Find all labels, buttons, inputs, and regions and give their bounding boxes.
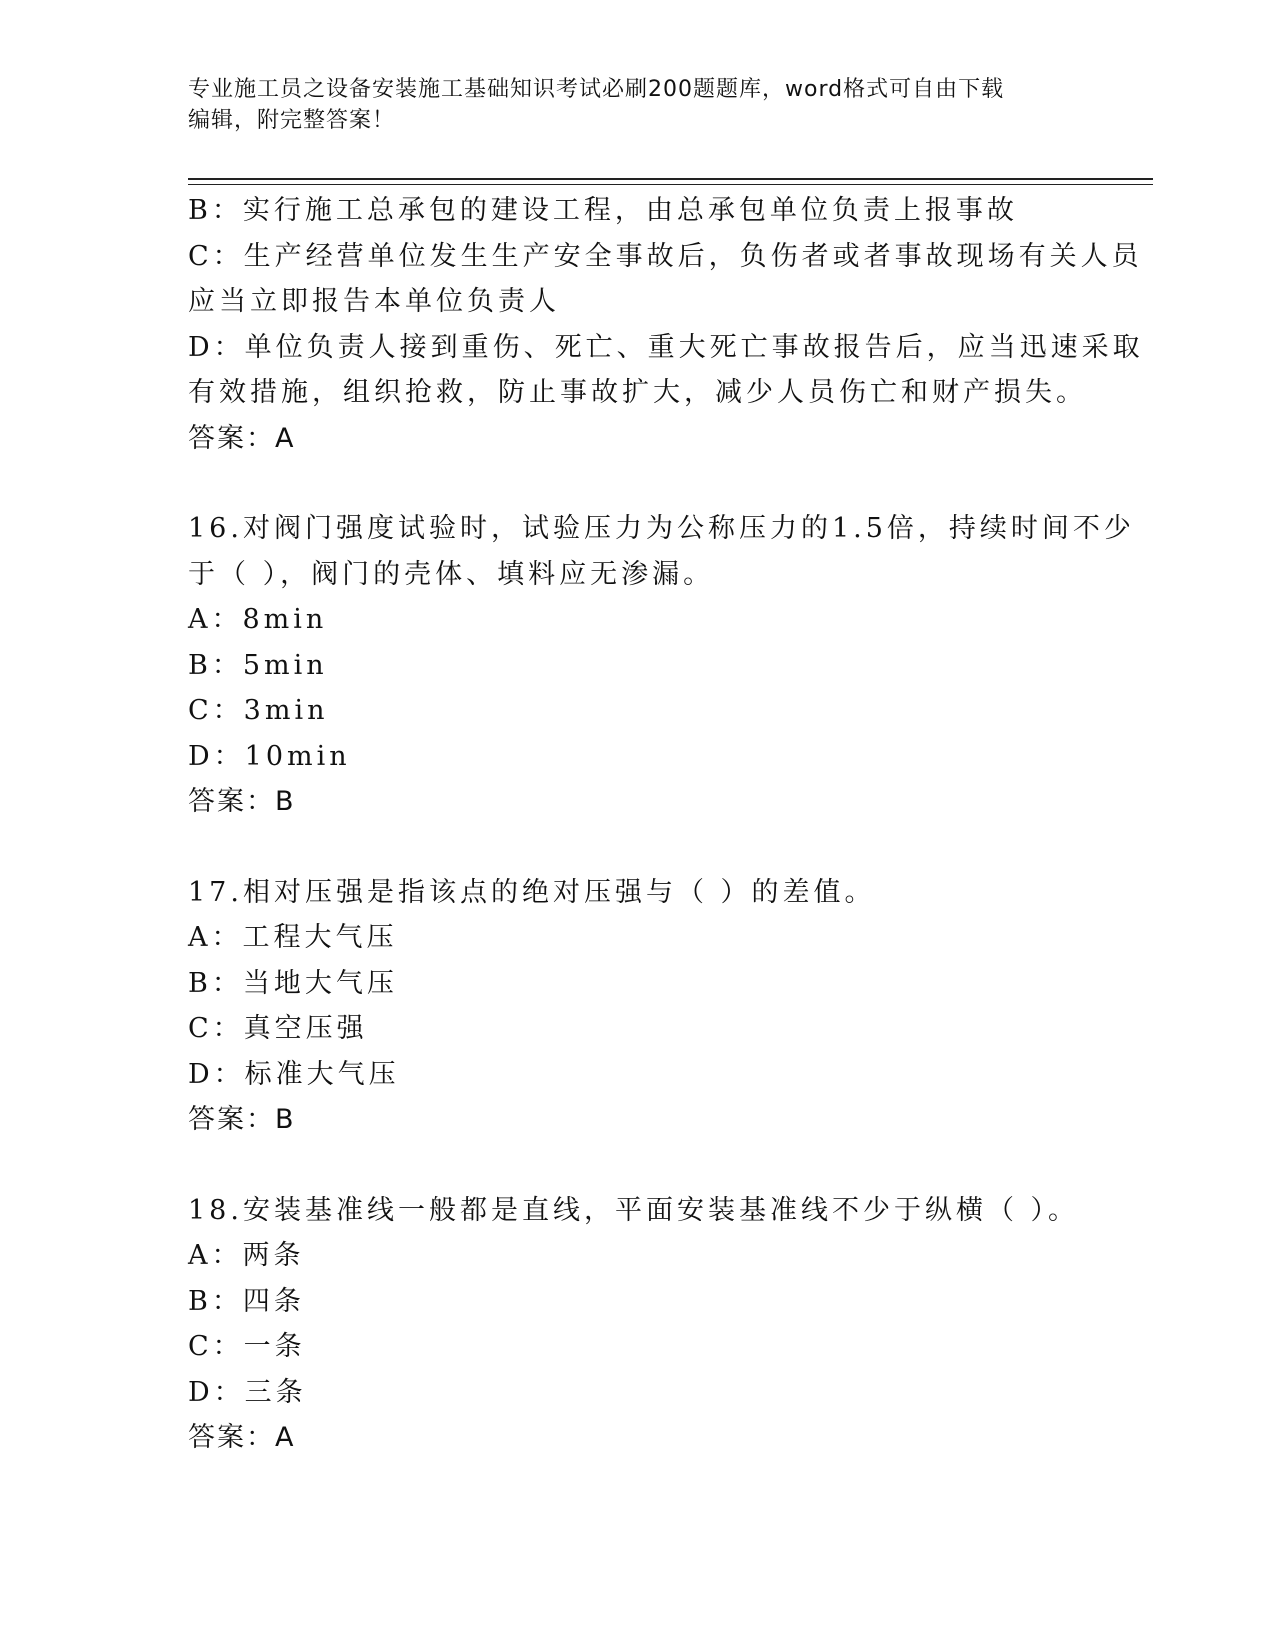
option-d: D：单位负责人接到重伤、死亡、重大死亡事故报告后，应当迅速采取: [188, 331, 1144, 363]
header-title-line1: 专业施工员之设备安装施工基础知识考试必刷200题题库，word格式可自由下载: [188, 77, 1005, 102]
question-17: [188, 870, 1128, 1143]
answer-label: 答案：B: [188, 786, 296, 817]
answer-label: 答案：A: [188, 1422, 296, 1453]
question-stem: 17.相对压强是指该点的绝对压强与（ ）的差值。: [188, 876, 876, 908]
option-c: C：3min: [188, 695, 329, 726]
option-d-continued: 有效措施，组织抢救，防止事故扩大，减少人员伤亡和财产损失。: [188, 377, 1087, 408]
question-16: [188, 506, 1135, 825]
option-b: B：四条: [188, 1285, 305, 1317]
document-body: [188, 188, 1144, 1461]
option-c-continued: 应当立即报告本单位负责人: [188, 286, 560, 317]
answer-label: 答案：B: [188, 1104, 296, 1135]
option-a: A：两条: [188, 1240, 305, 1271]
question-stem: 18.安装基准线一般都是直线，平面安装基准线不少于纵横（ ）。: [188, 1194, 1080, 1226]
option-c: C：生产经营单位发生生产安全事故后，负伤者或者事故现场有关人员: [188, 240, 1143, 272]
option-d: D：三条: [188, 1376, 307, 1408]
header-title-line2: 编辑，附完整答案！: [188, 108, 396, 133]
question-18: [188, 1188, 1128, 1461]
option-b: B：当地大气压: [188, 967, 398, 999]
header-divider-thick: [188, 178, 1153, 180]
question-15-continued: [188, 188, 1144, 461]
question-stem: 16.对阀门强度试验时，试验压力为公称压力的1.5倍，持续时间不少: [188, 513, 1135, 544]
header-divider-thin: [188, 184, 1153, 185]
option-d: D：10min: [188, 740, 351, 772]
option-d: D：标准大气压: [188, 1058, 400, 1090]
document-header: [188, 74, 1088, 136]
option-a: A：工程大气压: [188, 922, 398, 953]
option-b: B：实行施工总承包的建设工程，由总承包单位负责上报事故: [188, 195, 1018, 226]
option-b: B：5min: [188, 649, 328, 681]
option-c: C：真空压强: [188, 1013, 368, 1044]
option-a: A：8min: [188, 604, 328, 635]
question-stem-continued: 于（ ），阀门的壳体、填料应无渗漏。: [188, 558, 715, 590]
option-c: C：一条: [188, 1331, 306, 1362]
answer-label: 答案：A: [188, 422, 296, 454]
